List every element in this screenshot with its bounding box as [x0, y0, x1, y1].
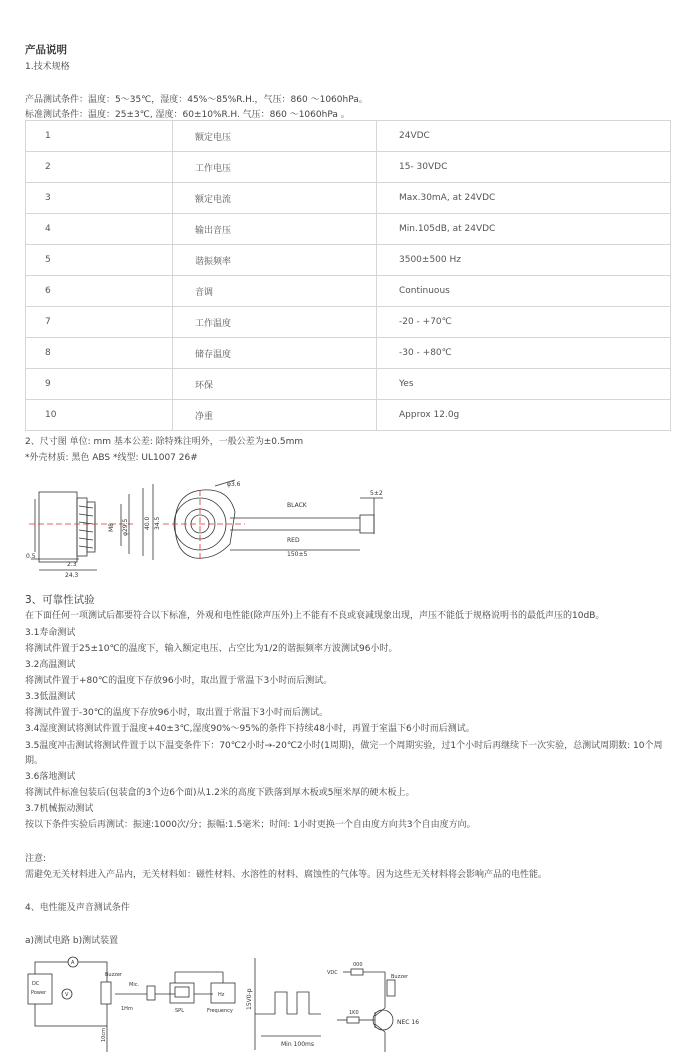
label-buzzer-2: Buzzer: [391, 974, 408, 980]
section-1-heading: 1.技术规格: [25, 62, 70, 72]
label-hz: Hz: [218, 992, 225, 998]
label-v: V: [65, 992, 69, 998]
test-3-5-text-cont: 期。: [25, 756, 44, 766]
spec-name: 谐振频率: [173, 245, 377, 276]
spec-row: [26, 307, 671, 338]
dim-strip: 5±2: [370, 490, 383, 497]
spec-number: 2: [26, 152, 173, 183]
label-r1: 000: [353, 962, 363, 968]
label-10cm: 10cm: [101, 1028, 107, 1042]
dim-w23: 2.3: [67, 561, 77, 568]
spec-row: [26, 214, 671, 245]
label-spl: SPL: [175, 1008, 184, 1014]
spec-row: [26, 338, 671, 369]
spec-name: 输出音压: [173, 214, 377, 245]
test-3-6-text: 将测试件标准包装后(包装盒的3个边6个面)从1.2米的高度下跌落到厚木板或5厘米厚的硬木板上。: [25, 788, 415, 798]
test-3-1-text: 将测试件置于25±10℃的温度下，输入额定电压、占空比为1/2的谐振频率方波测试96小时。: [25, 644, 398, 654]
label-mic: Mic.: [129, 982, 140, 988]
label-a: A: [71, 960, 75, 966]
spec-row: [26, 369, 671, 400]
section-2-heading: 2、尺寸图 单位: mm 基本公差: 除特殊注明外，一般公差为±0.5mm: [25, 437, 304, 447]
test-3-5-text: 3.5温度冲击测试将测试件置于以下温变条件下：70℃2小时→-20℃2小时(1周期)，做完一个周期实验，过1个小时后再继续下一次实验，总测试周期数: 10个周: [25, 741, 663, 751]
dim-length: 150±5: [287, 551, 308, 558]
reliability-intro: 在下面任何一项测试后都要符合以下标准，外观和电性能(除声压外)上不能有不良或衰减现象出现，声压不能低于规格说明书的最低声压的10dB。: [25, 611, 605, 621]
spec-value: Continuous: [377, 276, 671, 307]
circuit-a: [28, 957, 111, 1052]
spec-value: 3500±500 Hz: [377, 245, 671, 276]
dim-w243: 24.3: [65, 572, 79, 579]
page-title: 产品说明: [25, 44, 67, 56]
label-red: RED: [287, 537, 300, 544]
spec-value: Yes: [377, 369, 671, 400]
section-3-heading: 3、可靠性试验: [25, 594, 95, 606]
front-view: [143, 480, 383, 560]
spec-name: 工作电压: [173, 152, 377, 183]
dim-dia: φ29.5: [122, 518, 129, 536]
transistor-circuit: [337, 969, 395, 1052]
spec-row: [26, 152, 671, 183]
spec-number: 9: [26, 369, 173, 400]
spec-row: [26, 400, 671, 431]
spec-value: Min.105dB, at 24VDC: [377, 214, 671, 245]
spec-row: [26, 183, 671, 214]
spec-name: 额定电流: [173, 183, 377, 214]
spec-row: [26, 121, 671, 152]
dimension-drawing: [25, 474, 395, 584]
test-3-2-text: 将测试件置于+80℃的温度下存放96小时，取出置于常温下3小时而后测试。: [25, 676, 333, 686]
spec-value: -20 - +70℃: [377, 307, 671, 338]
spec-number: 3: [26, 183, 173, 214]
spec-value: -30 - +80℃: [377, 338, 671, 369]
spec-row: [26, 276, 671, 307]
label-power: Power: [31, 990, 47, 996]
test-3-3-text: 将测试件置于-30℃的温度下存放96小时，取出置于常温下3小时而后测试。: [25, 708, 328, 718]
spec-row: [26, 245, 671, 276]
spec-table: [25, 120, 671, 431]
section-4-sub: a)测试电路 b)测试装置: [25, 936, 119, 946]
spec-number: 10: [26, 400, 173, 431]
test-3-3-heading: 3.3低温测试: [25, 692, 76, 702]
test-condition-text: 产品测试条件：温度：5～35℃，湿度：45%～85%R.H.，气压：860 ～1060hPa。: [25, 95, 368, 105]
dim-w05: 0.5: [26, 553, 36, 560]
spec-name: 工作温度: [173, 307, 377, 338]
label-vdc: VDC: [327, 970, 338, 976]
spec-value: 24VDC: [377, 121, 671, 152]
spec-value: Max.30mA, at 24VDC: [377, 183, 671, 214]
dim-d345: 34.5: [154, 516, 161, 530]
test-3-2-heading: 3.2高温测试: [25, 660, 76, 670]
dim-d40: 40.0: [144, 516, 151, 530]
spec-name: 额定电压: [173, 121, 377, 152]
test-circuit-diagram: [25, 952, 425, 1056]
spec-name: 净重: [173, 400, 377, 431]
side-view: [29, 492, 133, 570]
note-text: 需避免无关材料进入产品内，无关材料如：磁性材料、水溶性的材料、腐蚀性的气体等。因为这些无关材料将会影响产品的电性能。: [25, 870, 548, 880]
spec-number: 7: [26, 307, 173, 338]
spec-number: 5: [26, 245, 173, 276]
note-heading: 注意:: [25, 854, 47, 864]
spec-number: 1: [26, 121, 173, 152]
material-text: *外壳材质: 黑色 ABS *线型: UL1007 26#: [25, 453, 198, 463]
spec-number: 8: [26, 338, 173, 369]
test-3-7-text: 按以下条件实验后再测试：振速:1000次/分；振幅:1.5毫米；时间: 1小时更换一个自由度方向共3个自由度方向。: [25, 820, 476, 830]
label-nec16: NEC 16: [397, 1019, 420, 1026]
label-dc: DC: [32, 981, 40, 987]
spec-value: Approx 12.0g: [377, 400, 671, 431]
spec-name: 音调: [173, 276, 377, 307]
section-4-heading: 4、电性能及声音测试条件: [25, 903, 130, 913]
label-black: BLACK: [287, 502, 307, 509]
test-3-6-heading: 3.6落地测试: [25, 772, 76, 782]
test-3-4-text: 3.4湿度测试将测试件置于温度+40±3℃,湿度90%～95%的条件下持续48小时，再置于室温下6小时而后测试。: [25, 724, 475, 734]
waveform: [255, 958, 321, 1050]
spec-number: 4: [26, 214, 173, 245]
spec-name: 储存温度: [173, 338, 377, 369]
label-min100ms: Min 100ms: [281, 1041, 314, 1048]
standard-condition-text: 标准测试条件：温度：25±3℃, 湿度：60±10%R.H. 气压：860 ～1060hPa 。: [25, 110, 350, 120]
label-15v: 15V0-p: [246, 988, 253, 1010]
label-1hm: 1Hm: [121, 1006, 133, 1012]
spec-value: 15- 30VDC: [377, 152, 671, 183]
dim-phi: φ3.6: [227, 481, 241, 488]
spec-number: 6: [26, 276, 173, 307]
label-buzzer: Buzzer: [105, 972, 122, 978]
label-r2: 1K0: [349, 1010, 359, 1016]
dim-m8: M8: [108, 523, 115, 532]
label-frequency: Frequency: [207, 1008, 233, 1014]
test-3-1-heading: 3.1寿命测试: [25, 628, 76, 638]
test-3-7-heading: 3.7机械振动测试: [25, 804, 94, 814]
spec-name: 环保: [173, 369, 377, 400]
